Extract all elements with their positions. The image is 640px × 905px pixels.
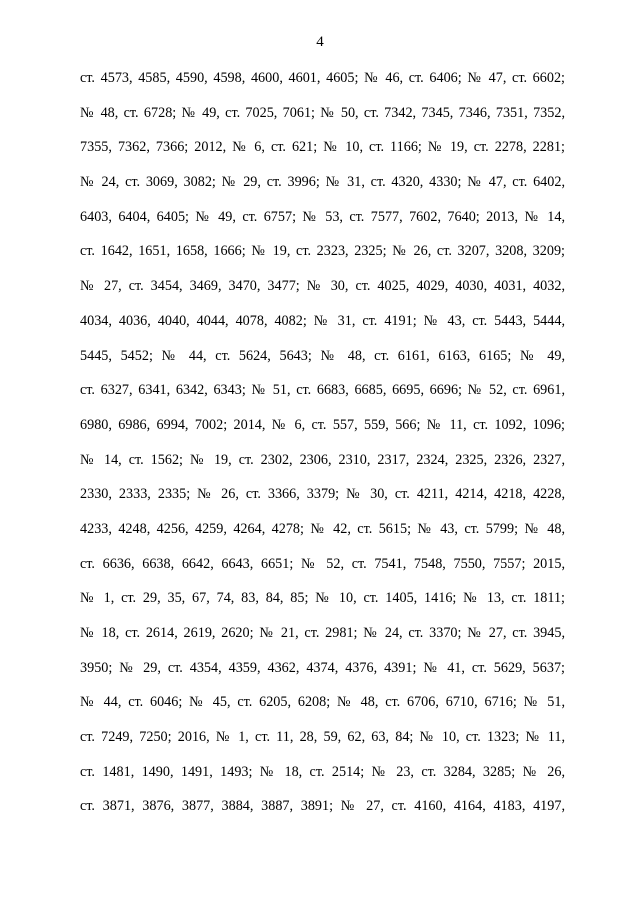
text-line-20: ст. 7249, 7250; 2016, № 1, ст. 11, 28, 59, 62, 63, 84; № 10, ст. 1323; № 11, (80, 729, 565, 746)
text-line-3: 7355, 7362, 7366; 2012, № 6, ст. 621; № 10, ст. 1166; № 19, ст. 2278, 2281; (80, 139, 565, 156)
text-line-17: № 18, ст. 2614, 2619, 2620; № 21, ст. 2981; № 24, ст. 3370; № 27, ст. 3945, (80, 625, 565, 641)
text-line-18: 3950; № 29, ст. 4354, 4359, 4362, 4374, 4376, 4391; № 41, ст. 5629, 5637; (80, 659, 565, 676)
text-line-13: 2330, 2333, 2335; № 26, ст. 3366, 3379; № 30, ст. 4211, 4214, 4218, 4228, (80, 486, 565, 503)
text-line-5: 6403, 6404, 6405; № 49, ст. 6757; № 53, ст. 7577, 7602, 7640; 2013, № 14, (80, 208, 565, 225)
text-line-7: № 27, ст. 3454, 3469, 3470, 3477; № 30, ст. 4025, 4029, 4030, 4031, 4032, (80, 278, 565, 295)
text-line-12: № 14, ст. 1562; № 19, ст. 2302, 2306, 2310, 2317, 2324, 2325, 2326, 2327, (80, 451, 565, 468)
text-line-2: № 48, ст. 6728; № 49, ст. 7025, 7061; № 50, ст. 7342, 7345, 7346, 7351, 7352, (80, 104, 565, 121)
body-text (80, 69, 565, 832)
text-line-15: ст. 6636, 6638, 6642, 6643, 6651; № 52, ст. 7541, 7548, 7550, 7557; 2015, (80, 555, 565, 572)
text-line-6: ст. 1642, 1651, 1658, 1666; № 19, ст. 2323, 2325; № 26, ст. 3207, 3208, 3209; (80, 243, 565, 260)
text-line-21: ст. 1481, 1490, 1491, 1493; № 18, ст. 2514; № 23, ст. 3284, 3285; № 26, (80, 763, 565, 780)
text-line-8: 4034, 4036, 4040, 4044, 4078, 4082; № 31, ст. 4191; № 43, ст. 5443, 5444, (80, 312, 565, 329)
text-line-14: 4233, 4248, 4256, 4259, 4264, 4278; № 42, ст. 5615; № 43, ст. 5799; № 48, (80, 520, 565, 537)
page-number: 4 (316, 34, 324, 50)
text-line-4: № 24, ст. 3069, 3082; № 29, ст. 3996; № 31, ст. 4320, 4330; № 47, ст. 6402, (80, 174, 565, 191)
text-line-9: 5445, 5452; № 44, ст. 5624, 5643; № 48, ст. 6161, 6163, 6165; № 49, (80, 347, 565, 364)
text-line-11: 6980, 6986, 6994, 7002; 2014, № 6, ст. 557, 559, 566; № 11, ст. 1092, 1096; (80, 416, 565, 433)
text-line-22: ст. 3871, 3876, 3877, 3884, 3887, 3891; № 27, ст. 4160, 4164, 4183, 4197, (80, 798, 565, 815)
text-line-19: № 44, ст. 6046; № 45, ст. 6205, 6208; № 48, ст. 6706, 6710, 6716; № 51, (80, 694, 565, 711)
text-line-16: № 1, ст. 29, 35, 67, 74, 83, 84, 85; № 10, ст. 1405, 1416; № 13, ст. 1811; (80, 590, 565, 607)
text-line-1: ст. 4573, 4585, 4590, 4598, 4600, 4601, 4605; № 46, ст. 6406; № 47, ст. 6602; (80, 70, 565, 86)
text-line-10: ст. 6327, 6341, 6342, 6343; № 51, ст. 6683, 6685, 6695, 6696; № 52, ст. 6961, (80, 382, 565, 399)
